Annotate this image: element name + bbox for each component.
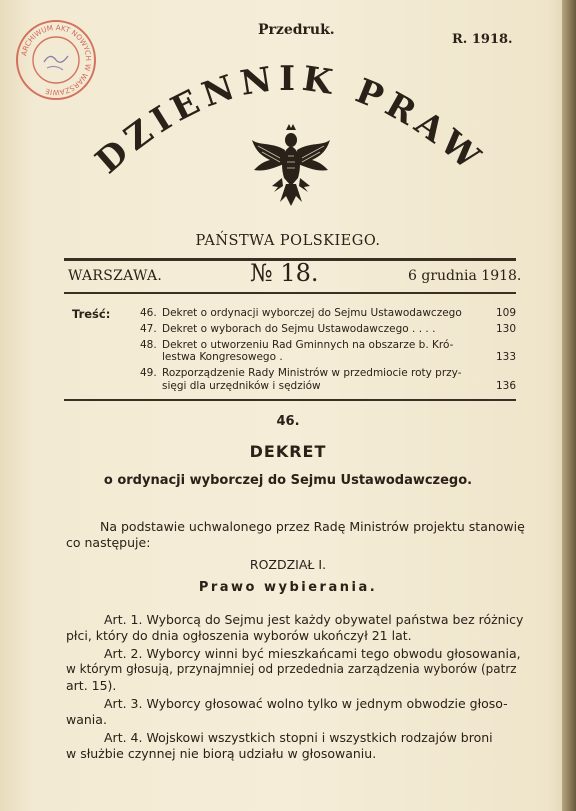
reprint-label: Przedruk. — [258, 22, 335, 38]
article-2 — [104, 646, 521, 661]
contents-label: Treść: — [72, 307, 111, 321]
page-binding-edge — [562, 0, 576, 811]
article-label: Art. 2. — [104, 646, 143, 661]
contents-item-continued: lestwa Kongresowego . 133 — [162, 351, 516, 363]
preamble-line: Na podstawie uchwalonego przez Radę Ministrów projektu stanowię — [100, 519, 525, 534]
archive-stamp — [14, 18, 98, 102]
article-text: Wyborcy głosować wolno tylko w jednym obwodzie głoso- — [146, 696, 508, 711]
article-label: Art. 3. — [104, 696, 143, 711]
article-text: w służbie czynnej nie biorą udziału w głosowaniu. — [66, 746, 377, 761]
divider-contents — [64, 399, 516, 401]
masthead-title: DZIENNIK PRAW — [88, 58, 492, 182]
article-label: Art. 1. — [104, 612, 143, 627]
chapter-heading: ROZDZIAŁ I. — [249, 557, 327, 572]
issue-date: 6 grudnia 1918. — [408, 268, 522, 284]
contents-item: 48. Dekret o utworzeniu Rad Gminnych na obszarze b. Kró- — [140, 339, 454, 351]
article-text: Wyborcy winni być mieszkańcami tego obwodu głosowania, — [146, 646, 521, 661]
volume-year: R. 1918. — [452, 32, 513, 47]
article-text: Wyborcą do Sejmu jest każdy obywatel państwa bez różnicy — [146, 612, 524, 627]
issue-number: № 18. — [250, 259, 319, 287]
article-text: Wojskowi wszystkich stopni i wszystkich rodzajów broni — [146, 730, 493, 745]
divider-issue — [64, 292, 516, 294]
article-label: Art. 4. — [104, 730, 143, 745]
contents-item: 49. Rozporządzenie Rady Ministrów w przedmiocie roty przy- — [140, 367, 462, 379]
article-text: wania. — [66, 712, 107, 727]
article-text: płci, który do dnia ogłoszenia wyborów ukończył 21 lat. — [66, 628, 412, 643]
contents-item: 46. Dekret o ordynacji wyborczej do Sejmu Ustawodawczego 109 — [140, 307, 516, 319]
contents-item: 47. Dekret o wyborach do Sejmu Ustawodawczego . . . . 130 — [140, 323, 516, 335]
issue-city: WARSZAWA. — [68, 268, 163, 284]
eagle-emblem-icon — [246, 120, 336, 210]
article-text: art. 15). — [66, 678, 117, 693]
decree-subtitle: o ordynacji wyborczej do Sejmu Ustawodawczego. — [103, 473, 473, 488]
chapter-title: Prawo wybierania. — [198, 580, 378, 595]
decree-number: 46. — [276, 414, 300, 429]
article-4 — [104, 730, 493, 745]
preamble-line: co następuje: — [66, 535, 151, 550]
contents-item-continued: sięgi dla urzędników i sędziów 136 — [162, 380, 516, 392]
decree-title: DEKRET — [249, 442, 327, 461]
masthead-subtitle: PAŃSTWA POLSKIEGO. — [195, 233, 381, 249]
article-1 — [104, 612, 523, 627]
article-3 — [104, 696, 508, 711]
stamp-text: ARCHIWUM AKT NOWYCH W WARSZAWIE — [19, 22, 94, 98]
article-text: w którym głosują, przynajmniej od przedednia zarządzenia wyborów (patrz — [66, 662, 517, 676]
